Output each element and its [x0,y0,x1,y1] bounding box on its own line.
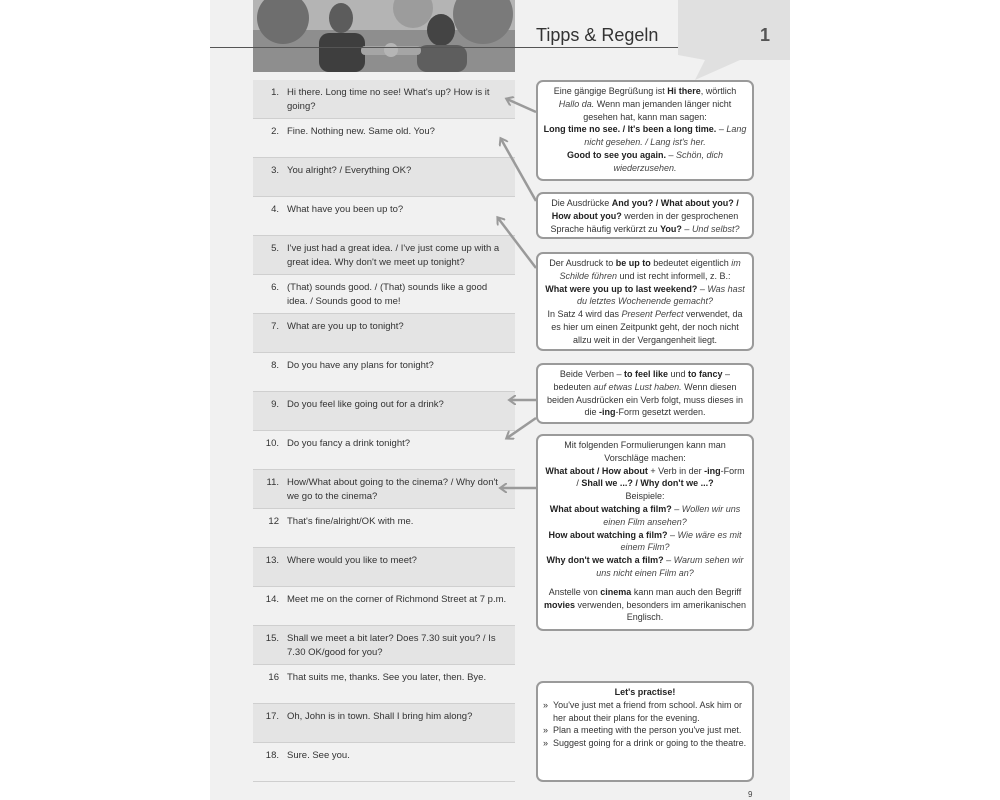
phrase-number: 8. [271,360,279,371]
phrase-number: 5. [271,243,279,254]
arrow-tip3-to-4 [498,218,536,268]
practise-item: » You've just met a friend from school. Ask him or her about their plans for the evening. [543,699,747,725]
arrow-tip1-to-1 [507,99,536,112]
phrase-text: That's fine/alright/OK with me. [287,516,414,527]
phrase-text: I've just had a great idea. / I've just come up with a great idea. Why don't we meet up tonight? [287,243,500,268]
phrase-text: (That) sounds good. / (That) sounds like a good idea. / Sounds good to me! [287,282,488,307]
phrase-text: How/What about going to the cinema? / Why don't we go to the cinema? [287,477,498,502]
phrase-number: 14. [265,594,279,605]
phrase-number: 18. [265,750,279,761]
phrase-number: 15. [265,633,279,644]
practise-item: » Plan a meeting with the person you've just met. [543,724,747,737]
phrase-text: Meet me on the corner of Richmond Street at 7 p.m. [287,594,507,605]
phrase-text: Do you feel like going out for a drink? [287,399,444,410]
section-title: Tipps & Regeln [536,25,659,45]
phrase-number: 12 [268,516,279,527]
tip-box-suggestions: Mit folgenden Formulierungen kann man Vorschläge machen: What about / How about + Verb in der -ing-Form / Shall we ...? / Why don't we ...? Beispiele: What about watching a film? – Wollen wir uns einen Film ansehen? How about watching a film? – Wie wäre es mit einem Film? Why don't we watch a film? – Warum sehen wir uns nicht einen Film an? Anstelle von cinema kann man auch den Begriff movies verwenden, besonders im amerikanischen Englisch. [536,434,754,631]
phrase-text: That suits me, thanks. See you later, then. Bye. [287,672,487,683]
phrase-number: 7. [271,321,279,332]
phrase-number: 4. [271,204,279,215]
phrase-number: 2. [271,126,279,137]
tip-box-feel-like-fancy: Beide Verben – to feel like und to fancy – bedeuten auf etwas Lust haben. Wenn diesen beiden Ausdrücken ein Verb folgt, muss dieses in die -ing-Form gesetzt werden. [536,363,754,424]
tip-box-greeting: Eine gängige Begrüßung ist Hi there, wörtlich Hallo da. Wenn man jemanden länger nicht gesehen hat, kann man sagen: Long time no see. / It's been a long time. – Lang nicht gesehen. / Lang ist's her. Good to see you again. – Schön, dich wiederzusehen. [536,80,754,181]
phrase-number: 16 [268,672,279,683]
phrase-text: Where would you like to meet? [287,555,417,566]
phrase-text: Sure. See you. [287,750,350,761]
page-folio: 9 [748,790,753,799]
phrase-number: 11. [266,477,279,488]
arrow-tip4-to-10 [507,418,536,438]
phrase-text: Shall we meet a bit later? Does 7.30 suit you? / Is 7.30 OK/good for you? [287,633,496,658]
phrase-text: Do you fancy a drink tonight? [287,438,411,449]
tip-box-be-up-to: Der Ausdruck to be up to bedeutet eigentlich im Schilde führen und ist recht informell, z. B.: What were you up to last weekend? – Was hast du letztes Wochenende gemacht? In Satz 4 wird das Present Perfect verwendet, da es hier um einen Zeitpunkt geht, der noch nicht allzu weit in der Vergangenheit liegt. [536,252,754,351]
phrase-text: Oh, John is in town. Shall I bring him along? [287,711,473,722]
phrase-number: 10. [265,438,279,449]
phrase-text: Do you have any plans for tonight? [287,360,434,371]
phrase-number: 13. [265,555,279,566]
chapter-number: 1 [760,25,771,45]
phrase-text: Hi there. Long time no see! What's up? How is it going? [287,87,490,112]
phrase-number: 9. [271,399,279,410]
phrase-text: You alright? / Everything OK? [287,165,412,176]
practise-item: » Suggest going for a drink or going to the theatre. [543,737,747,750]
practise-title: Let's practise! [614,687,676,697]
phrase-number: 1. [271,87,279,98]
phrase-text: What are you up to tonight? [287,321,404,332]
phrase-number: 6. [271,282,279,293]
tip-box-and-you: Die Ausdrücke And you? / What about you? / How about you? werden in der gesprochenen Sprache häufig verkürzt zu You? – Und selbst? [536,192,754,239]
phrase-number: 3. [271,165,279,176]
arrow-tip2-to-2 [501,139,536,201]
phrase-text: What have you been up to? [287,204,404,215]
phrase-text: Fine. Nothing new. Same old. You? [287,126,435,137]
phrase-number: 17. [265,711,279,722]
